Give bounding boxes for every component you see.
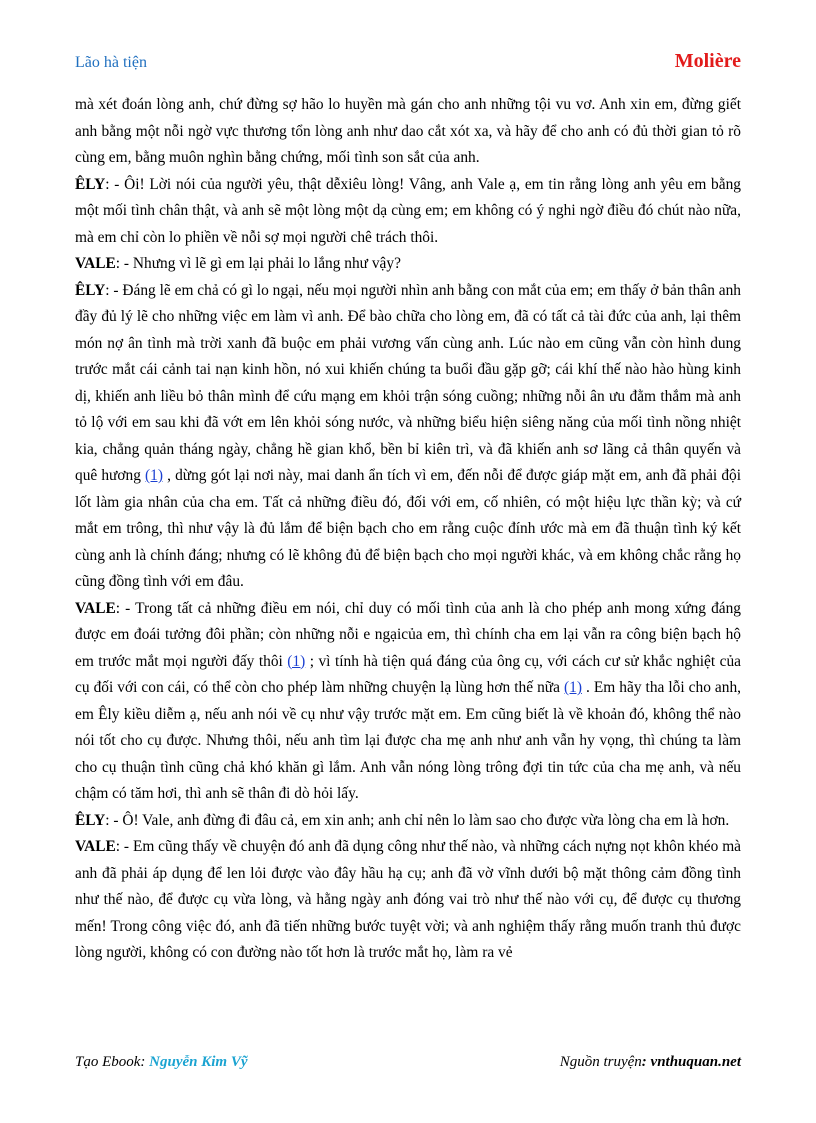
footnote-link[interactable]: (1) (564, 679, 582, 696)
speaker-separator: : - (115, 838, 133, 855)
source-label: Nguồn truyện (559, 1054, 642, 1070)
speaker-separator: : - (105, 175, 125, 193)
page-header (75, 50, 741, 76)
dialogue-paragraph (75, 808, 741, 835)
source-credit: Nguồn truyện: vnthuquan.net (559, 1054, 741, 1070)
dialogue-text: Em cũng thấy về chuyện đó anh đã dụng công như thế nào, và những cách nựng nọt khôn khéo mà anh đã phải áp dụng để len lỏi được vào đây hầu hạ cụ; anh đã vờ vĩnh dưới bộ mặt thông cảm đồng tình như thế nào, để được cụ vừa lòng, và hằng ngày anh đóng vai trò như thế nào với cụ, để được cụ thương mến! Trong công việc đó, anh đã tiến những bước tuyệt vời; và anh nghiệm thấy rằng muốn tranh thủ được lòng người, không có con đường nào tốt hơn là trước mắt họ, làm ra vẻ (75, 838, 741, 961)
dialogue-text: . Em hãy tha lỗi cho anh, em Êly kiều diễm ạ, nếu anh nói về cụ như vậy trước mặt em. Em cũng biết là về khoản đó, không thể nào nói tốt cho cụ được. Nhưng thôi, nếu anh tìm lại được cha mẹ anh như anh vẫn hy vọng, thì chúng ta làm cho cụ thuận tình cũng chả khó khăn gì lắm. Anh vẫn nóng lòng trông đợi tin tức của cha mẹ anh, và nếu chậm có tăm hơi, thì anh sẽ thân đi dò hỏi lấy. (75, 679, 741, 802)
ebook-maker: Nguyễn Kim Vỹ (149, 1054, 248, 1070)
dialogue-text: Nhưng vì lẽ gì em lại phải lo lắng như vậy? (132, 255, 401, 272)
dialogue-text: , dừng gót lại nơi này, mai danh ẩn tích vì em, đến nỗi để được giáp mặt em, anh đã phải đội lốt làm gia nhân của cha em. Tất cả những điều đó, đối với em, cố nhiên, có một hiệu lực thần kỳ; và cứ mắt em trông, thì như vậy là đủ lắm để biện bạch cho em rằng cuộc đính ước mà em đã thuận tình ký kết cùng anh là chính đáng; nhưng có lẽ không đủ để biện bạch cho mọi người khác, và em không chắc rằng họ cũng đồng tình với em đâu. (75, 467, 741, 590)
book-title: Lão hà tiện (75, 54, 147, 71)
dialogue-text: ; vì tính hà tiện quá đáng của ông cụ, với cách cư sử khắc nghiệt của cụ đối với con cái, có thể còn cho phép làm những chuyện lạ lùng hơn thế nữa (75, 652, 742, 696)
dialogue-text: Trong tất cả những điều em nói, chỉ duy có mối tình của anh là cho phép anh mong xứng đáng được em đoái tưởng đôi phần; còn những nỗi e ngạicủa em, thì chính cha em lại vẫn ra công biện bạch hộ em trước mắt mọi người đấy thôi (75, 599, 741, 670)
speaker-name: VALE (75, 255, 116, 272)
footnote-link[interactable]: (1) (287, 652, 306, 670)
dialogue-paragraph (75, 92, 741, 172)
dialogue-paragraph (75, 278, 741, 596)
play-text (75, 92, 741, 967)
speaker-name: ÊLY (75, 175, 106, 193)
author-name: Molière (674, 50, 741, 72)
speaker-name: VALE (75, 599, 116, 617)
dialogue-paragraph (75, 834, 741, 967)
speaker-separator: : - (115, 599, 136, 617)
page-footer (75, 1054, 741, 1076)
footnote-link[interactable]: (1) (145, 467, 163, 484)
dialogue-paragraph (75, 172, 741, 252)
speaker-name: VALE (75, 838, 116, 855)
ebook-label: Tạo Ebook (75, 1054, 141, 1070)
speaker-separator: : - (105, 281, 123, 299)
dialogue-paragraph (75, 596, 741, 808)
speaker-separator: : - (115, 255, 133, 272)
speaker-name: ÊLY (75, 281, 106, 299)
source-site: vnthuquan.net (650, 1054, 741, 1070)
dialogue-text: Ôi! Lời nói của người yêu, thật dễxiêu lòng! Vâng, anh Vale ạ, em tin rằng lòng anh yêu em bằng một mối tình chân thật, và anh sẽ một lòng một dạ cùng em; em không có ý nghi ngờ điều đó chút nào nữa, mà em chỉ còn lo phiền về nỗi sợ mọi người chê trách thôi. (75, 175, 741, 246)
ebook-credit: Tạo Ebook: Nguyễn Kim Vỹ (75, 1054, 248, 1070)
speaker-name: ÊLY (75, 811, 106, 829)
dialogue-text: Đáng lẽ em chả có gì lo ngại, nếu mọi người nhìn anh bằng con mắt của em; em thấy ở bản thân anh đầy đủ lý lẽ cho những việc em làm vì anh. Để bào chữa cho lòng em, đã có tất cả tài đức của anh, lại thêm món nợ ân tình mà trời xanh đã buộc em phải vương vấn cùng anh. Lúc nào em cũng vẫn còn hình dung trước mắt cái cảnh tai nạn kinh hồn, nó xui khiến chúng ta buổi đầu gặp gỡ; cái khí thế nào hào hùng kinh dị, khiến anh liều bỏ thân mình để cứu mạng em khỏi trận sóng cuồng; những nỗi ân ưu đằm thắm mà anh tỏ lộ với em sau khi đã vớt em lên khỏi sóng nước, và những biểu hiện siêng năng của mối tình nồng nhiệt kia, chẳng quản tháng ngày, chẳng hề gian khổ, bền bỉ kiên trì, và đã khiến anh sơ lãng cả thân quyến và quê hương (75, 281, 741, 484)
speaker-separator: : - (105, 811, 123, 829)
dialogue-text: mà xét đoán lòng anh, chứ đừng sợ hão lo huyền mà gán cho anh những tội vu vơ. Anh xin em, đừng giết anh bằng một nỗi ngờ vực thương tổn lòng anh như dao cắt xót xa, và hãy để cho anh có đủ thời gian tỏ rõ cùng em, bằng muôn nghìn bằng chứng, mối tình son sắt của anh. (75, 96, 741, 166)
dialogue-paragraph (75, 251, 741, 278)
dialogue-text: Ô! Vale, anh đừng đi đâu cả, em xin anh; anh chỉ nên lo làm sao cho được vừa lòng cha em là hơn. (122, 811, 730, 829)
